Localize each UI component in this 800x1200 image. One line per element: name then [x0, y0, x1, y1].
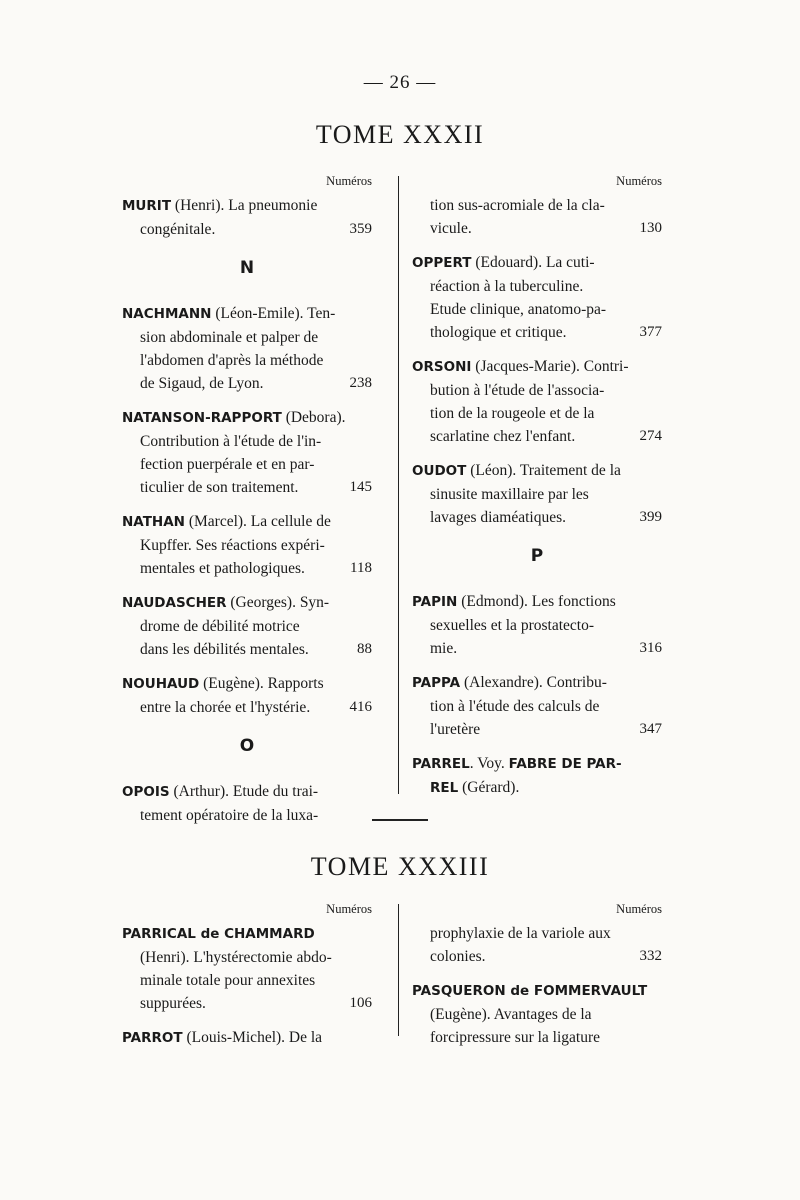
thesis-number: 359	[349, 221, 372, 237]
entry-text	[430, 278, 583, 295]
entry-description: thologique et critique.	[430, 324, 567, 341]
entry-description: vicule.	[430, 220, 472, 237]
entry-line	[122, 780, 372, 804]
entry-text	[430, 1006, 592, 1023]
author-name: OPOIS	[122, 784, 170, 800]
author-name: NATANSON-RAPPORT	[122, 410, 282, 426]
entry-description: . Voy.	[469, 755, 509, 772]
entry-text	[430, 698, 599, 715]
entry-line	[122, 672, 372, 696]
entry-description: sion abdominale et palper de	[140, 329, 319, 346]
entry-text	[430, 945, 486, 968]
entry-text	[412, 755, 622, 772]
entry-description: prophylaxie de la variole aux	[430, 925, 611, 942]
entry-description: (Alexandre). Contribu-	[460, 674, 607, 691]
tome-xxxii-left-column	[122, 174, 372, 838]
numeros-header: Numéros	[616, 174, 662, 188]
author-name: OUDOT	[412, 463, 467, 479]
entry-line	[122, 615, 372, 638]
entry-line	[122, 453, 372, 476]
cross-reference-name: FABRE DE PAR-	[508, 756, 622, 772]
thesis-number: 274	[639, 428, 662, 444]
index-entry	[122, 922, 372, 1015]
index-entry	[412, 590, 662, 660]
entry-line	[122, 194, 372, 218]
entry-line	[412, 671, 662, 695]
entry-text	[430, 637, 457, 660]
entry-line	[122, 218, 372, 241]
entry-text	[140, 696, 310, 719]
author-name: NAUDASCHER	[122, 595, 227, 611]
entry-description: (Eugène). Avantages de la	[430, 1006, 592, 1023]
entry-text	[430, 925, 611, 942]
thesis-number: 316	[639, 640, 662, 656]
thesis-number: 238	[349, 375, 372, 391]
entry-line	[412, 590, 662, 614]
entry-line	[122, 922, 372, 946]
entry-line	[412, 614, 662, 637]
entry-text	[412, 462, 621, 479]
tome-xxxiii-left-column	[122, 902, 372, 1061]
entry-text	[140, 949, 332, 966]
thesis-number: 130	[639, 220, 662, 236]
entry-description: Etude clinique, anatomo-pa-	[430, 301, 607, 318]
index-entry	[412, 922, 662, 968]
entry-description: (Debora).	[281, 409, 346, 426]
entry-text	[140, 372, 264, 395]
entry-description: (Eugène). Rapports	[199, 675, 324, 692]
entry-description: suppurées.	[140, 995, 206, 1012]
index-entry	[122, 194, 372, 241]
entry-description: congénitale.	[140, 221, 216, 238]
numeros-header: Numéros	[616, 902, 662, 916]
entry-text	[140, 537, 325, 554]
entry-line	[412, 379, 662, 402]
entry-text	[122, 1029, 322, 1046]
entry-description: réaction à la tuberculine.	[430, 278, 584, 295]
author-name: OPPERT	[412, 255, 472, 271]
entry-description: tion sus-acromiale de la cla-	[430, 197, 605, 214]
entry-text	[430, 617, 594, 634]
entry-line	[122, 992, 372, 1015]
entry-line	[412, 695, 662, 718]
entry-text	[122, 305, 335, 322]
entry-text	[412, 358, 629, 375]
entry-text	[430, 197, 605, 214]
entry-line	[122, 349, 372, 372]
entry-text	[140, 352, 323, 369]
entry-line	[122, 804, 372, 827]
entry-line	[122, 946, 372, 969]
tome-xxxii-title: TOME XXXII	[315, 120, 485, 149]
entry-description: dans les débilités mentales.	[140, 641, 309, 658]
entry-line	[122, 534, 372, 557]
entry-line	[412, 752, 662, 776]
entry-line	[412, 355, 662, 379]
index-entry	[412, 251, 662, 344]
entry-description: sinusite maxillaire par les	[430, 486, 589, 503]
entry-description: l'uretère	[430, 721, 481, 738]
section-letter: O	[239, 736, 255, 756]
index-entry	[412, 355, 662, 448]
entry-line	[122, 326, 372, 349]
entry-text	[430, 321, 566, 344]
index-entry	[412, 671, 662, 741]
entry-description: (Jacques-Marie). Contri-	[471, 358, 629, 375]
entry-description: de Sigaud, de Lyon.	[140, 375, 264, 392]
entry-description: scarlatine chez l'enfant.	[430, 428, 576, 445]
tome-xxxiii-title: TOME XXXIII	[310, 852, 490, 881]
entry-text	[140, 807, 318, 824]
entry-description: sexuelles et la prostatecto-	[430, 617, 594, 634]
section-letter: N	[239, 258, 255, 278]
entry-description: minale totale pour annexites	[140, 972, 316, 989]
entry-description: lavages diaméatiques.	[430, 509, 567, 526]
entry-line	[122, 372, 372, 395]
entry-line	[412, 776, 662, 800]
entry-text	[430, 486, 589, 503]
entry-line	[412, 217, 662, 240]
entry-description: fection puerpérale et en par-	[140, 456, 315, 473]
entry-description: (Gérard).	[458, 779, 520, 796]
entry-line	[122, 557, 372, 580]
index-entry	[412, 979, 662, 1049]
entry-text	[122, 675, 324, 692]
entry-description: (Marcel). La cellule de	[184, 513, 331, 530]
author-name: PAPIN	[412, 594, 458, 610]
entry-text	[140, 557, 305, 580]
entry-text	[140, 433, 321, 450]
entry-line	[122, 510, 372, 534]
entry-line	[122, 302, 372, 326]
page-number: — 26 —	[363, 72, 437, 93]
entry-line	[412, 506, 662, 529]
entry-description: colonies.	[430, 948, 486, 965]
entry-text	[430, 779, 519, 796]
column-divider	[398, 176, 399, 794]
entry-text	[140, 992, 206, 1015]
entry-text	[122, 197, 317, 214]
entry-text	[140, 638, 309, 661]
entry-text	[140, 618, 300, 635]
entry-text	[140, 329, 318, 346]
entry-description: forcipressure sur la ligature	[430, 1029, 601, 1046]
entry-text	[122, 925, 315, 942]
entry-line	[412, 718, 662, 741]
tome-xxxiii-right-column	[412, 902, 662, 1060]
entry-line	[122, 476, 372, 499]
entry-text	[140, 456, 314, 473]
thesis-number: 347	[639, 721, 662, 737]
entry-text	[430, 217, 472, 240]
author-name: PASQUERON de FOMMERVAULT	[412, 983, 648, 999]
index-entry	[122, 672, 372, 719]
entry-text	[412, 254, 595, 271]
entry-line	[412, 637, 662, 660]
entry-text	[430, 1029, 600, 1046]
entry-line	[412, 483, 662, 506]
section-separator	[372, 819, 428, 821]
thesis-number: 377	[639, 324, 662, 340]
entry-line	[412, 922, 662, 945]
entry-description: drome de débilité motrice	[140, 618, 300, 635]
entry-line	[412, 425, 662, 448]
entry-description: (Louis-Michel). De la	[182, 1029, 323, 1046]
entry-line	[412, 979, 662, 1003]
entry-description: tion à l'étude des calculs de	[430, 698, 600, 715]
entry-text	[140, 972, 315, 989]
entry-text	[430, 301, 606, 318]
author-name: NACHMANN	[122, 306, 212, 322]
author-name: PAPPA	[412, 675, 461, 691]
author-name: NOUHAUD	[122, 676, 200, 692]
entry-description: Contribution à l'étude de l'in-	[140, 433, 322, 450]
entry-line	[412, 1026, 662, 1049]
entry-line	[412, 194, 662, 217]
numeros-header: Numéros	[326, 174, 372, 188]
author-name: PARREL	[412, 756, 470, 772]
index-entry	[412, 752, 662, 800]
entry-description: mentales et pathologiques.	[140, 560, 305, 577]
author-name: PARROT	[122, 1030, 183, 1046]
entry-description: tion de la rougeole et de la	[430, 405, 595, 422]
index-entry	[122, 1026, 372, 1050]
entry-text	[122, 409, 346, 426]
entry-description: l'abdomen d'après la méthode	[140, 352, 324, 369]
tome-xxxii-right-column	[412, 174, 662, 811]
author-name: PARRICAL de CHAMMARD	[122, 926, 315, 942]
entry-description: (Henri). L'hystérectomie abdo-	[140, 949, 332, 966]
entry-line	[412, 321, 662, 344]
column-divider	[398, 904, 399, 1036]
entry-description: ticulier de son traitement.	[140, 479, 299, 496]
index-entry	[122, 406, 372, 499]
entry-description: (Léon). Traitement de la	[466, 462, 621, 479]
entry-line	[122, 638, 372, 661]
entry-text	[140, 476, 298, 499]
thesis-number: 416	[349, 699, 372, 715]
entry-description: entre la chorée et l'hystérie.	[140, 699, 311, 716]
index-entry	[122, 302, 372, 395]
entry-line	[122, 969, 372, 992]
entry-description: (Georges). Syn-	[226, 594, 330, 611]
entry-description: tement opératoire de la luxa-	[140, 807, 319, 824]
entry-line	[122, 406, 372, 430]
entry-line	[412, 275, 662, 298]
entry-text	[122, 594, 329, 611]
entry-description: (Arthur). Etude du trai-	[169, 783, 319, 800]
entry-text	[430, 718, 480, 741]
thesis-number: 118	[350, 560, 372, 576]
section-letter: P	[530, 546, 544, 566]
author-name: MURIT	[122, 198, 172, 214]
entry-text	[430, 382, 604, 399]
numeros-header: Numéros	[326, 902, 372, 916]
index-entry	[412, 194, 662, 240]
entry-description: mie.	[430, 640, 458, 657]
entry-line	[122, 591, 372, 615]
entry-description: (Henri). La pneumonie	[171, 197, 318, 214]
entry-line	[412, 402, 662, 425]
thesis-number: 88	[357, 641, 372, 657]
entry-text	[430, 405, 594, 422]
entry-description: (Edouard). La cuti-	[471, 254, 595, 271]
entry-line	[412, 298, 662, 321]
thesis-number: 399	[639, 509, 662, 525]
entry-description: (Léon-Emile). Ten-	[211, 305, 336, 322]
author-name: ORSONI	[412, 359, 472, 375]
thesis-number: 145	[349, 479, 372, 495]
entry-line	[412, 459, 662, 483]
index-entry	[122, 780, 372, 827]
thesis-number: 106	[349, 995, 372, 1011]
entry-text	[412, 674, 607, 691]
entry-text	[412, 593, 616, 610]
entry-line	[412, 251, 662, 275]
entry-description: (Edmond). Les fonctions	[457, 593, 616, 610]
entry-line	[122, 696, 372, 719]
entry-description: Kupffer. Ses réactions expéri-	[140, 537, 325, 554]
thesis-number: 332	[639, 948, 662, 964]
entry-text	[430, 425, 575, 448]
index-entry	[412, 459, 662, 529]
entry-line	[122, 1026, 372, 1050]
entry-text	[122, 513, 331, 530]
index-entry	[122, 510, 372, 580]
entry-line	[122, 430, 372, 453]
entry-line	[412, 1003, 662, 1026]
author-name: REL	[430, 780, 459, 796]
entry-text	[430, 506, 566, 529]
entry-line	[412, 945, 662, 968]
index-entry	[122, 591, 372, 661]
entry-text	[140, 218, 215, 241]
author-name: NATHAN	[122, 514, 185, 530]
entry-text	[122, 783, 318, 800]
entry-text	[412, 982, 647, 999]
entry-description: bution à l'étude de l'associa-	[430, 382, 605, 399]
